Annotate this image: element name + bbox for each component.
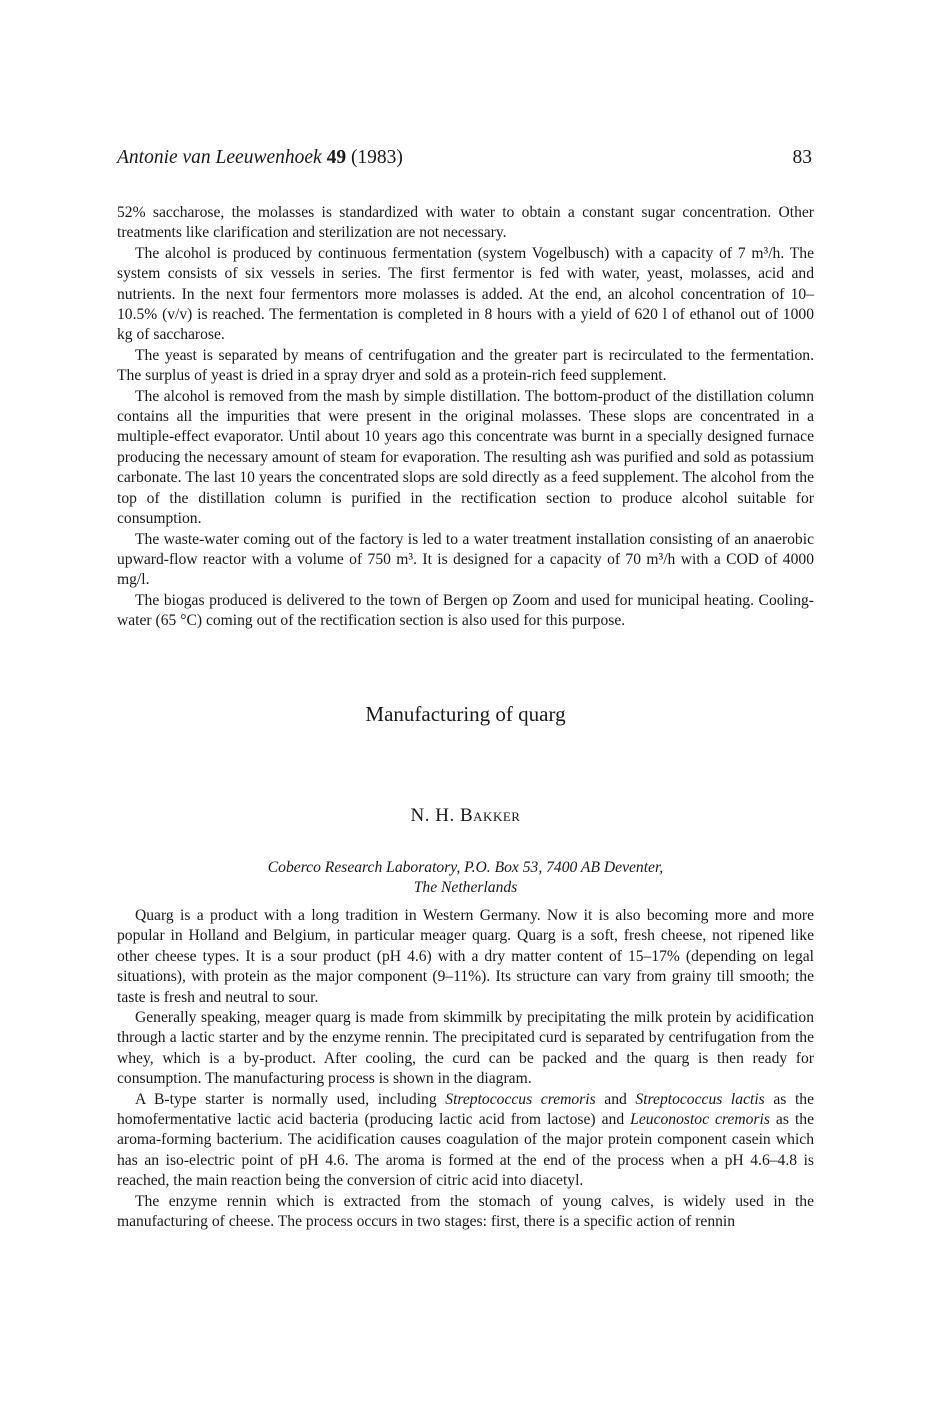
- publication-year: (1983): [350, 147, 403, 168]
- continued-text-block: [117, 203, 814, 632]
- paragraph: The waste-water coming out of the factory is led to a water treatment installation consisting of an anaerobic upward-flow reactor with a volume of 750 m³. It is designed for a capacity of 70 m³/h with a COD of 4000 mg/l.: [117, 530, 814, 589]
- paragraph: The biogas produced is delivered to the town of Bergen op Zoom and used for municipal heating. Cooling-water (65 °C) coming out of the rectification section is also used for this purpose.: [117, 591, 814, 630]
- paragraph: Quarg is a product with a long tradition in Western Germany. Now it is also becoming more and more popular in Holland and Belgium, in particular meager quarg. Quarg is a soft, fresh cheese, not ripened like other cheese types. It is a sour product (pH 4.6) with a dry matter content of 15–17% (depending on legal situations), with protein as the major component (9–11%). Its structure can vary from grainy till smooth; the taste is fresh and neutral to sour.: [117, 907, 814, 1006]
- affiliation-line: Coberco Research Laboratory, P.O. Box 53, 7400 AB Deventer,: [267, 859, 664, 876]
- page-number: 83: [792, 147, 812, 168]
- affiliation-line: The Netherlands: [413, 879, 518, 896]
- text-run: as the aroma-forming bacterium. The acidification causes coagulation of the major protein component casein which has an iso-electric point of pH 4.6. The aroma is formed at the end of the process when a pH 4.6–4.8 is reached, the main reaction being the conversion of citric acid into diacetyl.: [117, 1111, 814, 1190]
- species-name: Streptococcus cremoris: [445, 1090, 596, 1108]
- paragraph: The enzyme rennin which is extracted from the stomach of young calves, is widely used in the manufacturing of cheese. The process occurs in two stages: first, there is a specific action of rennin: [117, 1192, 814, 1231]
- paragraph: The yeast is separated by means of centrifugation and the greater part is recirculated to the fermentation. The surplus of yeast is dried in a spray dryer and sold as a protein-rich feed supplement.: [117, 346, 814, 385]
- paragraph: The alcohol is produced by continuous fermentation (system Vogelbusch) with a capacity of 7 m³/h. The system consists of six vessels in series. The first fermentor is fed with water, yeast, molasses, acid and nutrients. In the next four fermentors more molasses is added. At the end, an alcohol concentration of 10–10.5% (v/v) is reached. The fermentation is completed in 8 hours with a yield of 620 l of ethanol out of 1000 kg of saccharose.: [117, 244, 814, 344]
- author-initials: N. H.: [410, 805, 455, 826]
- running-header: [117, 147, 814, 177]
- article-body: [117, 906, 814, 1233]
- author-name: [117, 805, 814, 827]
- article-title: Manufacturing of quarg: [365, 702, 566, 726]
- text-run: A B-type starter is normally used, including: [135, 1090, 446, 1108]
- journal-citation: [117, 147, 403, 169]
- paragraph: Generally speaking, meager quarg is made from skimmilk by precipitating the milk protein by acidification through a lactic starter and by the enzyme rennin. The precipitated curd is separated by centrifugation from the whey, which is a by-product. After cooling, the curd can be packed and the quarg is then ready for consumption. The manufacturing process is shown in the diagram.: [117, 1009, 814, 1088]
- author-affiliation: [117, 858, 814, 898]
- paragraph: 52% saccharose, the molasses is standardized with water to obtain a constant sugar concentration. Other treatments like clarification and sterilization are not necessary.: [117, 204, 814, 242]
- paragraph: The alcohol is removed from the mash by simple distillation. The bottom-product of the distillation column contains all the impurities that were present in the original molasses. These slops are concentrated in a multiple-effect evaporator. Until about 10 years ago this concentrate was burnt in a specially designed furnace producing the necessary amount of steam for evaporation. The resulting ash was purified and sold as potassium carbonate. The last 10 years the concentrated slops are sold directly as a feed supplement. The alcohol from the top of the distillation column is purified in the rectification section to produce alcohol suitable for consumption.: [117, 387, 814, 528]
- text-run: as the homofermentative lactic acid bacteria (producing lactic acid from lactose) and: [117, 1090, 815, 1129]
- species-name: Leuconostoc cremoris: [630, 1111, 770, 1129]
- volume-number: 49: [326, 147, 347, 168]
- journal-name: Antonie van Leeuwenhoek: [117, 147, 322, 168]
- species-name: Streptococcus lactis: [635, 1090, 765, 1108]
- text-run: and: [595, 1090, 636, 1108]
- author-surname: Bakker: [460, 805, 521, 826]
- paragraph: [117, 1090, 814, 1192]
